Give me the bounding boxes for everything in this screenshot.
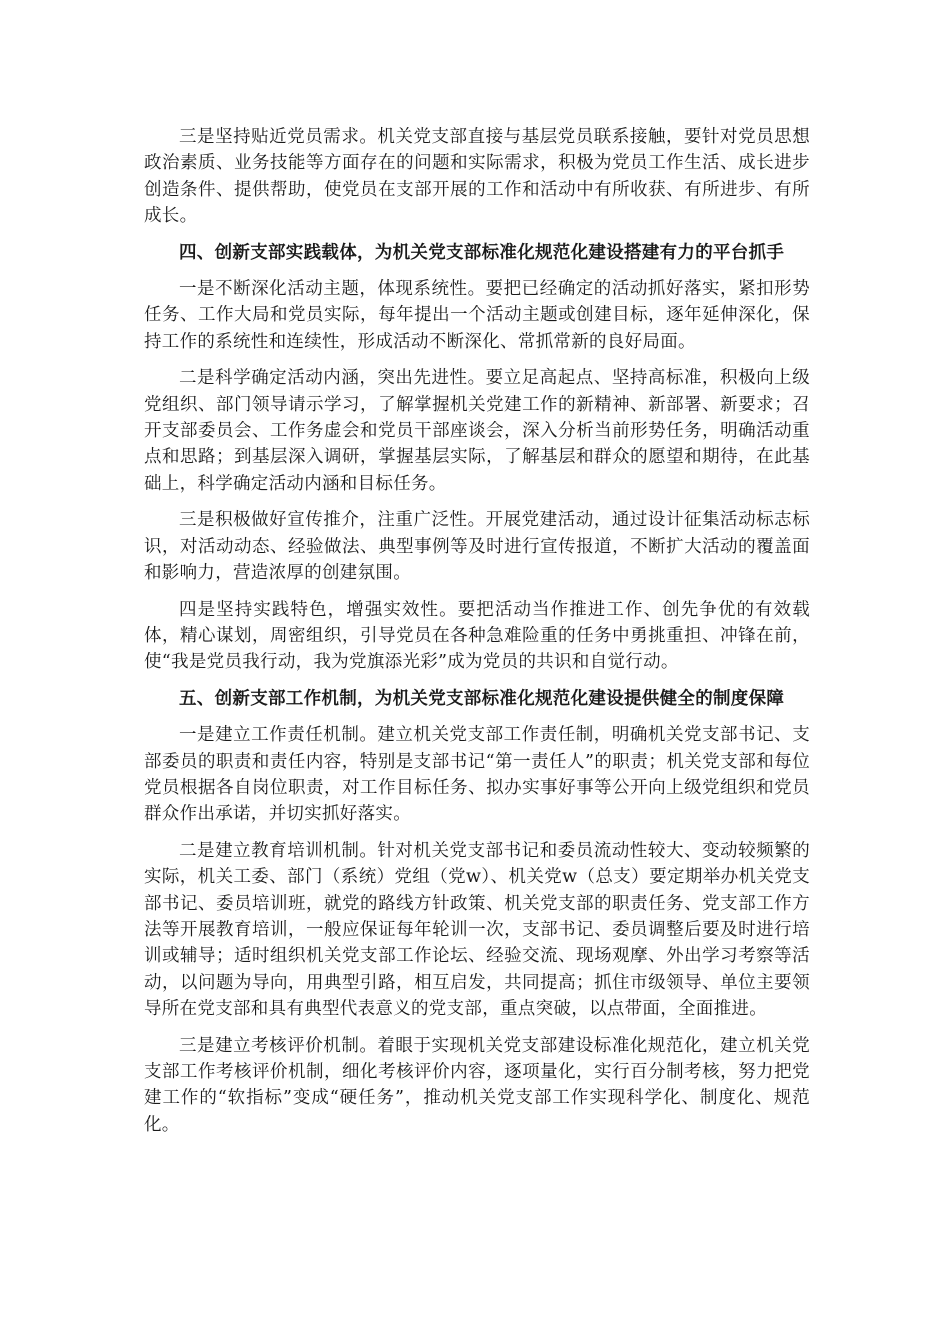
paragraph: 四是坚持实践特色，增强实效性。要把活动当作推进工作、创先争优的有效载体，精心谋划，周密组织，引导党员在各种急难险重的任务中勇挑重担、冲锋在前，使“我是党员我行动，我为党旗添光彩”成为党员的共识和自觉行动。: [144, 599, 810, 673]
section-heading: 五、创新支部工作机制，为机关党支部标准化规范化建设提供健全的制度保障: [179, 688, 785, 709]
paragraph: 三是坚持贴近党员需求。机关党支部直接与基层党员联系接触，要针对党员思想政治素质、业务技能等方面存在的问题和实际需求，积极为党员工作生活、成长进步创造条件、提供帮助，使党员在支部开展的工作和活动中有所收获、有所进步、有所成长。: [144, 127, 810, 227]
section-heading: 四、创新支部实践载体，为机关党支部标准化规范化建设搭建有力的平台抓手: [179, 242, 785, 263]
paragraph: 一是不断深化活动主题，体现系统性。要把已经确定的活动抓好落实，紧扣形势任务、工作大局和党员实际，每年提出一个活动主题或创建目标，逐年延伸深化，保持工作的系统性和连续性，形成活动不断深化、常抓常新的良好局面。: [144, 279, 810, 352]
document-body: [144, 124, 810, 1148]
paragraph: 三是积极做好宣传推介，注重广泛性。开展党建活动，通过设计征集活动标志标识，对活动动态、经验做法、典型事例等及时进行宣传报道，不断扩大活动的覆盖面和影响力，营造浓厚的创建氛围。: [144, 510, 810, 584]
paragraph: 三是建立考核评价机制。着眼于实现机关党支部建设标准化规范化，建立机关党支部工作考核评价机制，细化考核评价内容，逐项量化，实行百分制考核，努力把党建工作的“软指标”变成“硬任务”，推动机关党支部工作实现科学化、制度化、规范化。: [144, 1035, 810, 1135]
paragraph: 二是建立教育培训机制。针对机关党支部书记和委员流动性较大、变动较频繁的实际，机关工委、部门（系统）党组（党w）、机关党w（总支）要定期举办机关党支部书记、委员培训班，就党的路线方针政策、机关党支部的职责任务、党支部工作方法等开展教育培训，一般应保证每年轮训一次，支部书记、委员调整后要及时进行培训或辅导；适时组织机关党支部工作论坛、经验交流、现场观摩、外出学习考察等活动，以问题为导向，用典型引路，相互启发，共同提高；抓住市级领导、单位主要领导所在党支部和具有典型代表意义的党支部，重点突破，以点带面，全面推进。: [144, 840, 810, 1020]
paragraph: 二是科学确定活动内涵，突出先进性。要立足高起点、坚持高标准，积极向上级党组织、部门领导请示学习，了解掌握机关党建工作的新精神、新部署、新要求；召开支部委员会、工作务虚会和党员干部座谈会，深入分析当前形势任务，明确活动重点和思路；到基层深入调研，掌握基层实际，了解基层和群众的愿望和期待，在此基础上，科学确定活动内涵和目标任务。: [144, 368, 810, 494]
paragraph: 一是建立工作责任机制。建立机关党支部工作责任制，明确机关党支部书记、支部委员的职责和责任内容，特别是支部书记“第一责任人”的职责；机关党支部和每位党员根据各自岗位职责，对工作目标任务、拟办实事好事等公开向上级党组织和党员群众作出承诺，并切实抓好落实。: [144, 725, 810, 825]
